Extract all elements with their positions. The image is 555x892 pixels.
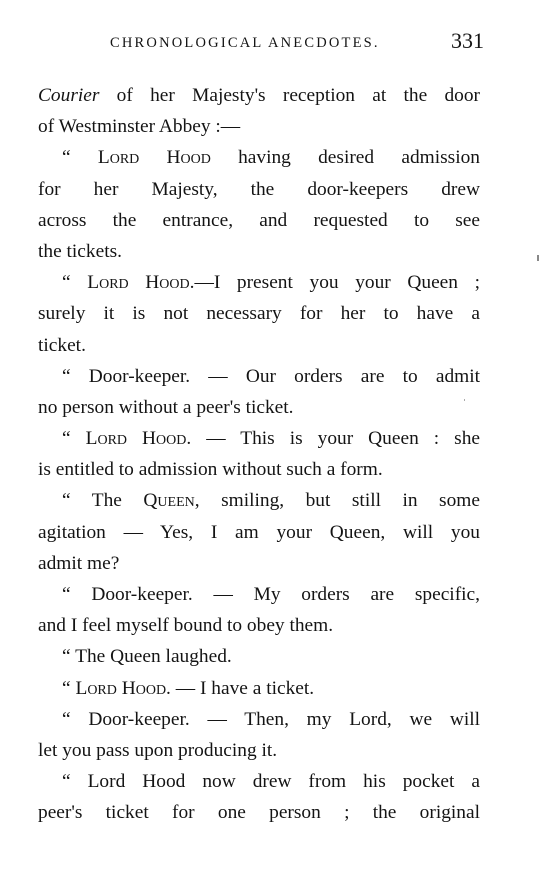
paragraph bbox=[38, 673, 480, 704]
line-text: —I present you your Queen ; bbox=[194, 272, 480, 294]
quote-mark: “ bbox=[62, 147, 98, 169]
text-line bbox=[38, 673, 480, 704]
text-line: surely it is not necessary for her to have a bbox=[38, 303, 480, 325]
quote-mark: “ The bbox=[62, 490, 144, 512]
text-line: “ Door-keeper. — Our orders are to admit bbox=[62, 365, 480, 387]
speaker-name: Lord Hood. bbox=[75, 677, 171, 699]
quote-mark: “ bbox=[62, 428, 86, 450]
paragraph bbox=[38, 579, 480, 641]
text-line bbox=[38, 142, 480, 173]
text-line: the tickets. bbox=[38, 240, 123, 262]
text-line: “ Door-keeper. — My orders are specific, bbox=[62, 584, 480, 605]
paragraph bbox=[38, 766, 480, 828]
paragraph bbox=[38, 142, 480, 267]
paper-speck bbox=[537, 255, 539, 261]
paragraph bbox=[38, 267, 480, 361]
paragraph bbox=[38, 641, 480, 672]
quote-mark: “ bbox=[62, 272, 88, 294]
paragraph bbox=[38, 704, 480, 766]
body-text bbox=[38, 80, 480, 829]
text-line: let you pass upon producing it. bbox=[38, 739, 278, 761]
line-text: , smiling, but still in some bbox=[194, 490, 480, 512]
speaker-name: Lord Hood. bbox=[85, 428, 192, 450]
line-text: — This is your Queen : she bbox=[191, 428, 480, 450]
paragraph bbox=[38, 361, 480, 423]
paragraph bbox=[38, 80, 480, 142]
text-line: agitation — Yes, I am your Queen, will you bbox=[38, 521, 480, 543]
text-line bbox=[38, 267, 480, 298]
paragraph bbox=[38, 485, 480, 579]
line-text: having desired admission bbox=[210, 147, 480, 169]
text-line: is entitled to admission without such a form. bbox=[38, 459, 383, 481]
speaker-name: Lord Hood bbox=[97, 147, 211, 169]
text-line: “ Door-keeper. — Then, my Lord, we will bbox=[62, 708, 480, 730]
text-line: admit me? bbox=[38, 552, 120, 574]
text-line: no person without a peer's ticket. bbox=[38, 396, 294, 418]
text-line: and I feel myself bound to obey them. bbox=[38, 615, 334, 637]
paper-speck bbox=[464, 399, 465, 401]
text-line: across the entrance, and requested to see bbox=[38, 209, 480, 231]
text-line: for her Majesty, the door-keepers drew bbox=[38, 178, 480, 200]
text-line: ticket. bbox=[38, 334, 86, 356]
text-line: peer's ticket for one person ; the original bbox=[38, 802, 480, 824]
newspaper-name: Courier bbox=[38, 85, 100, 106]
text-line: of Westminster Abbey :— bbox=[38, 116, 241, 138]
page-number: 331 bbox=[451, 28, 484, 53]
speaker-name: Lord Hood. bbox=[87, 272, 195, 294]
text-line bbox=[38, 485, 480, 516]
line-text: of her Majesty's reception at the door bbox=[99, 85, 480, 106]
text-line: “ Lord Hood now drew from his pocket a bbox=[62, 771, 480, 793]
text-line bbox=[38, 423, 480, 454]
text-line: “ The Queen laughed. bbox=[62, 646, 232, 668]
text-line bbox=[38, 80, 480, 111]
running-head: CHRONOLOGICAL ANECDOTES. bbox=[110, 35, 380, 51]
speaker-name: Queen bbox=[143, 490, 195, 512]
quote-mark: “ bbox=[62, 677, 76, 699]
paragraph bbox=[38, 423, 480, 485]
line-text: — I have a ticket. bbox=[170, 677, 315, 699]
